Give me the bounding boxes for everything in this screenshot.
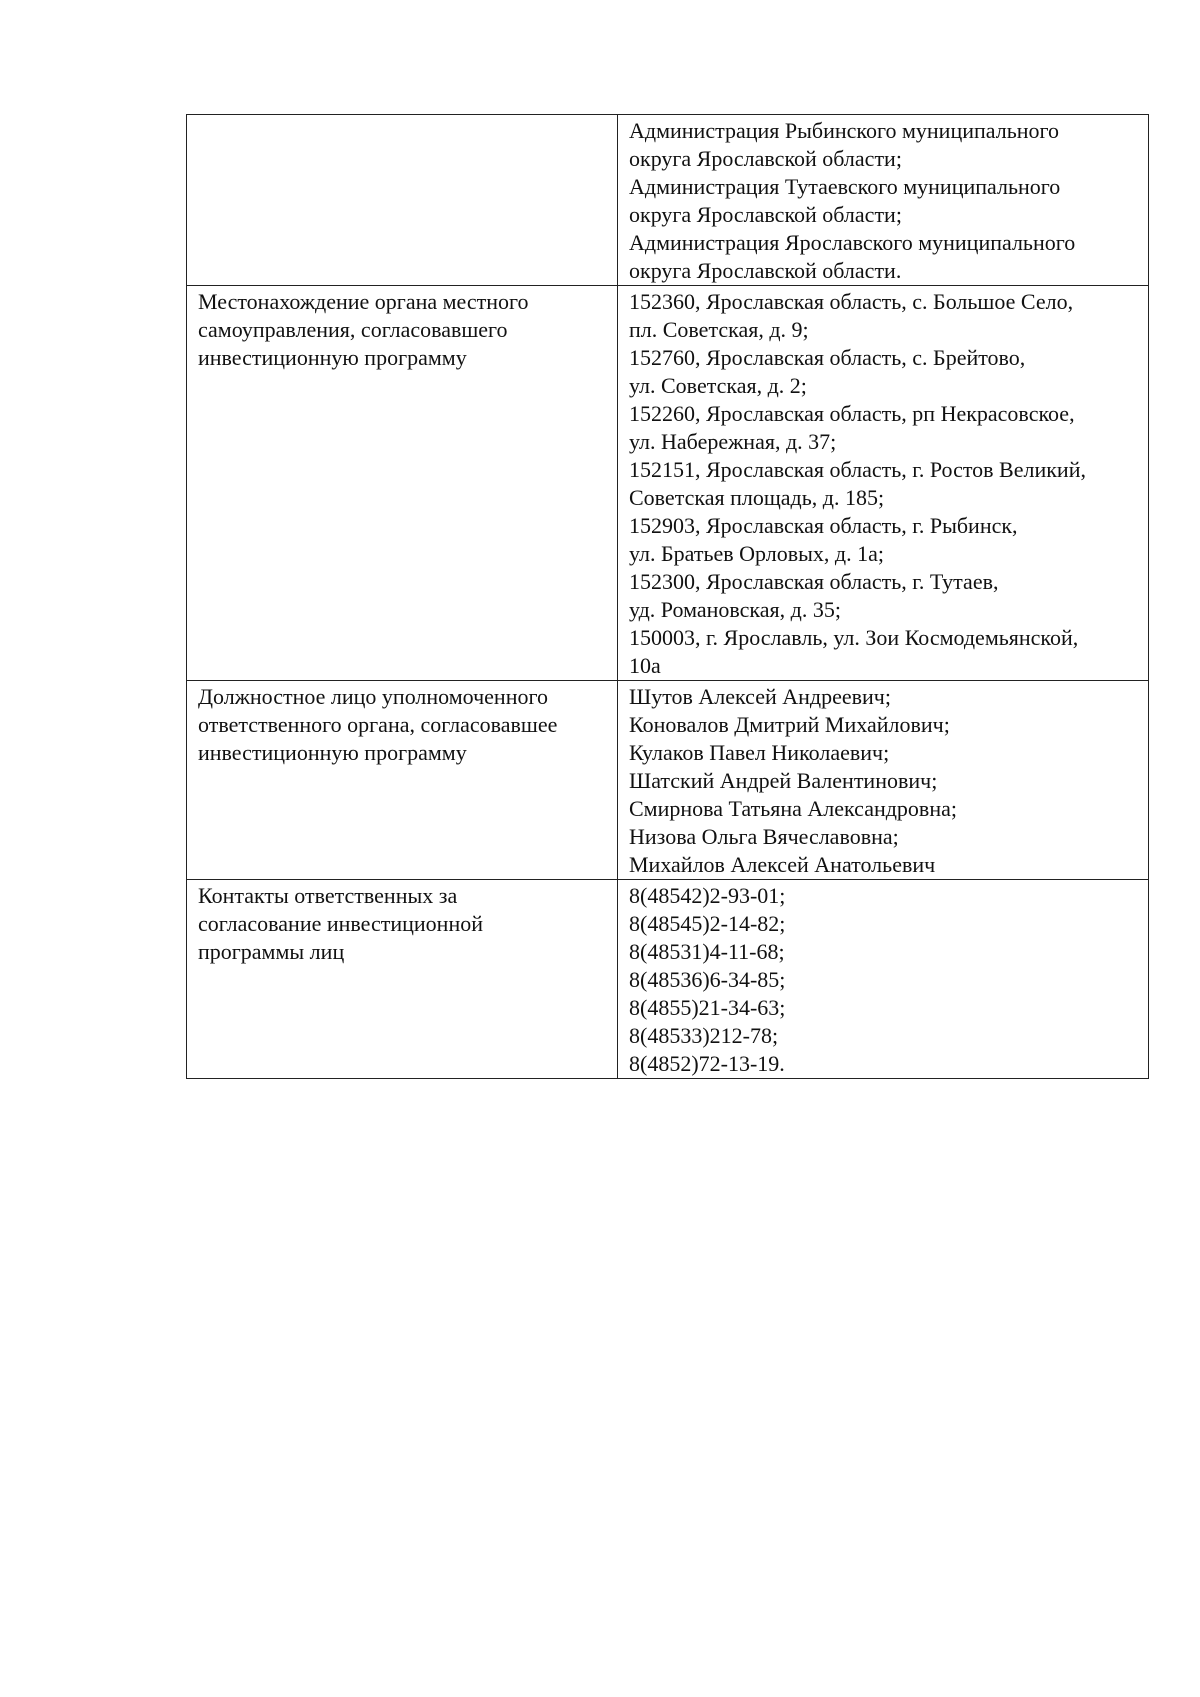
cell-text-line: Шутов Алексей Андреевич;	[629, 684, 891, 709]
cell-text-line: Администрация Тутаевского муниципального	[629, 174, 1061, 199]
row-label-cell	[187, 880, 618, 1079]
table-row	[187, 115, 1149, 286]
table-row	[187, 681, 1149, 880]
table-row	[187, 286, 1149, 681]
cell-text-line: Коновалов Дмитрий Михайлович;	[629, 712, 950, 737]
cell-text-line: самоуправления, согласовавшего	[198, 317, 508, 342]
cell-text-line: Кулаков Павел Николаевич;	[629, 740, 890, 765]
cell-text-line: инвестиционную программу	[198, 345, 467, 370]
cell-text-line: Советская площадь, д. 185;	[629, 485, 885, 510]
cell-text-line: ул. Братьев Орловых, д. 1а;	[629, 541, 884, 566]
cell-text-line: округа Ярославской области.	[629, 258, 902, 283]
cell-text-line: 152151, Ярославская область, г. Ростов Великий,	[629, 457, 1086, 482]
cell-text-line: 8(4852)72-13-19.	[629, 1051, 785, 1076]
cell-text-line: 8(48545)2-14-82;	[629, 911, 786, 936]
cell-text-line: Администрация Рыбинского муниципального	[629, 118, 1059, 143]
cell-text-line: инвестиционную программу	[198, 740, 467, 765]
table-row	[187, 880, 1149, 1079]
row-value-cell	[618, 115, 1149, 286]
cell-text-line: ул. Советская, д. 2;	[629, 373, 807, 398]
cell-text-line: Шатский Андрей Валентинович;	[629, 768, 938, 793]
cell-text-line: пл. Советская, д. 9;	[629, 317, 809, 342]
cell-text-line: 152360, Ярославская область, с. Большое Село,	[629, 289, 1074, 314]
cell-text-line: 152760, Ярославская область, с. Брейтово,	[629, 345, 1026, 370]
cell-text-line: 8(4855)21-34-63;	[629, 995, 786, 1020]
cell-text-line: Должностное лицо уполномоченного	[198, 684, 548, 709]
cell-text-line: Михайлов Алексей Анатольевич	[629, 852, 936, 877]
cell-text-line: 8(48531)4-11-68;	[629, 939, 785, 964]
row-value-cell	[618, 880, 1149, 1079]
row-label-cell	[187, 286, 618, 681]
cell-text-line: 8(48536)6-34-85;	[629, 967, 786, 992]
cell-text-line: Смирнова Татьяна Александровна;	[629, 796, 957, 821]
info-table	[186, 114, 1149, 1079]
cell-text-line: Местонахождение органа местного	[198, 289, 529, 314]
cell-text-line: Контакты ответственных за	[198, 883, 458, 908]
cell-text-line: 150003, г. Ярославль, ул. Зои Космодемьянской,	[629, 625, 1079, 650]
cell-text-line: Низова Ольга Вячеславовна;	[629, 824, 899, 849]
row-value-cell	[618, 286, 1149, 681]
cell-text-line: 152300, Ярославская область, г. Тутаев,	[629, 569, 999, 594]
row-label-cell	[187, 115, 618, 286]
cell-text-line: 8(48542)2-93-01;	[629, 883, 786, 908]
cell-text-line: Администрация Ярославского муниципального	[629, 230, 1076, 255]
row-value-cell	[618, 681, 1149, 880]
cell-text-line: 152260, Ярославская область, рп Некрасовское,	[629, 401, 1075, 426]
cell-text-line: 10а	[629, 653, 661, 678]
cell-text-line: округа Ярославской области;	[629, 202, 902, 227]
row-label-cell	[187, 681, 618, 880]
cell-text-line: округа Ярославской области;	[629, 146, 902, 171]
cell-text-line: 152903, Ярославская область, г. Рыбинск,	[629, 513, 1018, 538]
cell-text-line: уд. Романовская, д. 35;	[629, 597, 841, 622]
cell-text-line: ул. Набережная, д. 37;	[629, 429, 837, 454]
cell-text-line: 8(48533)212-78;	[629, 1023, 779, 1048]
cell-text-line: ответственного органа, согласовавшее	[198, 712, 558, 737]
cell-text-line: программы лиц	[198, 939, 345, 964]
cell-text-line: согласование инвестиционной	[198, 911, 483, 936]
